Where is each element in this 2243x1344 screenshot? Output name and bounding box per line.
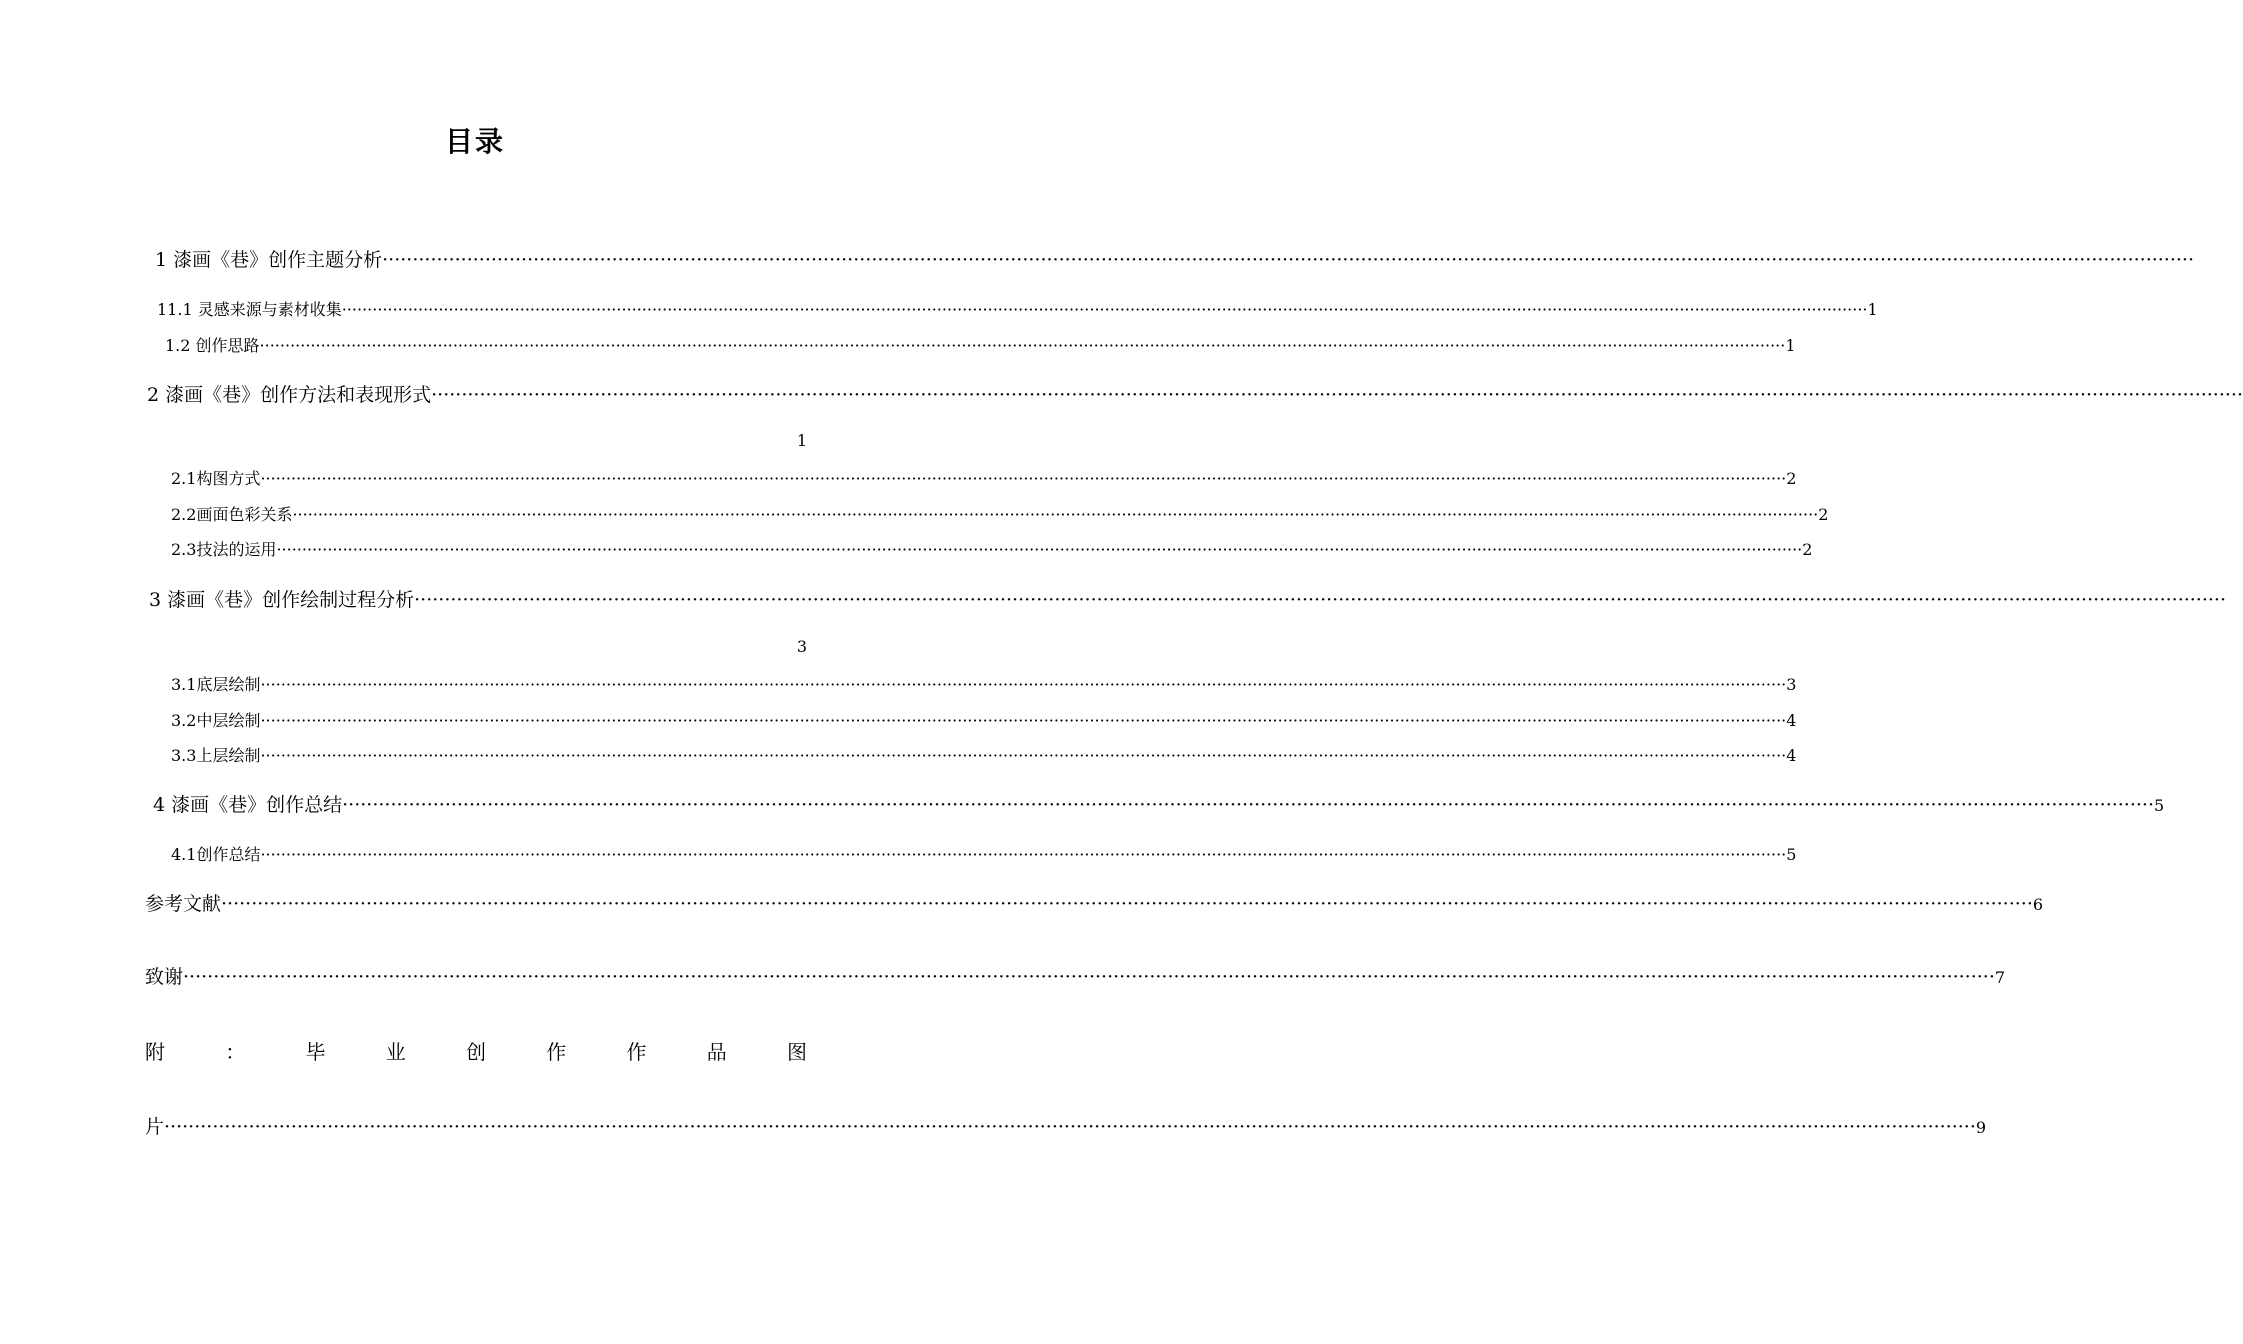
toc-entry-3-3[interactable] <box>171 743 1797 766</box>
toc-page-number: 1 <box>1867 300 1878 319</box>
toc-entry-label: 2.1构图方式 <box>171 469 261 488</box>
appendix-char: 业 <box>385 1040 406 1064</box>
leader-dots: ············································································································································································································································································································ <box>221 893 2033 915</box>
toc-page-number: 1 <box>796 431 807 450</box>
toc-page-number: 5 <box>2154 796 2165 815</box>
toc-page-number: 4 <box>1786 711 1797 730</box>
toc-entry-4[interactable] <box>153 790 2165 817</box>
toc-entry-acknowledgements[interactable] <box>145 962 2006 989</box>
appendix-char: ： <box>225 1040 246 1064</box>
toc-page-number: 4 <box>1786 746 1797 765</box>
toc-page-number: 7 <box>1994 968 2006 987</box>
toc-page-number: 2 <box>1802 540 1813 559</box>
toc-entry-3[interactable] <box>149 585 2227 612</box>
toc-entry-2-3[interactable] <box>171 537 1813 560</box>
toc-entry-appendix-line1[interactable] <box>145 1036 807 1065</box>
toc-entry-label: 3 漆画《巷》创作绘制过程分析 <box>149 589 415 611</box>
leader-dots: ············································································································································································································································································································ <box>292 505 1819 524</box>
toc-page-number: 2 <box>1818 505 1829 524</box>
toc-entry-label: 11.1 灵感来源与素材收集 <box>157 300 342 319</box>
toc-entry-label: 2.2画面色彩关系 <box>171 505 293 524</box>
leader-dots: ············································································································································································································································································································ <box>259 336 1786 355</box>
toc-entry-label: 3.2中层绘制 <box>171 711 261 730</box>
toc-entry-2[interactable] <box>147 380 2243 407</box>
leader-dots: ············································································································································································································································································································ <box>276 540 1803 559</box>
toc-entry-label: 致谢 <box>145 966 184 988</box>
leader-dots: ············································································································································································································································································································ <box>431 384 2243 406</box>
toc-entry-appendix-line2[interactable] <box>145 1112 1987 1139</box>
leader-dots: ············································································································································································································································································································ <box>260 711 1787 730</box>
toc-page-number: 1 <box>1785 336 1796 355</box>
appendix-char: 品 <box>706 1040 727 1064</box>
toc-page-number: 9 <box>1975 1118 1987 1137</box>
appendix-char: 附 <box>145 1040 165 1064</box>
toc-entry-4-1[interactable] <box>171 842 1797 865</box>
appendix-char: 创 <box>466 1040 486 1064</box>
toc-entry-label: 3.1底层绘制 <box>171 675 261 694</box>
toc-entry-2-1[interactable] <box>171 466 1797 489</box>
toc-entry-label: 参考文献 <box>145 893 222 915</box>
toc-entry-3-2[interactable] <box>171 708 1797 731</box>
appendix-char: 毕 <box>305 1040 326 1064</box>
toc-entry-1[interactable] <box>155 245 2195 272</box>
toc-entry-label: 3.3上层绘制 <box>171 746 261 765</box>
appendix-char: 图 <box>787 1040 807 1064</box>
toc-entry-label: 1 漆画《巷》创作主题分析 <box>155 249 383 271</box>
toc-entry-label: 2.3技法的运用 <box>171 540 277 559</box>
appendix-char: 作 <box>626 1040 647 1064</box>
toc-page-number: 5 <box>1786 845 1797 864</box>
leader-dots: ············································································································································································································································································································ <box>183 966 1995 988</box>
toc-entry-1-2[interactable] <box>165 333 1796 356</box>
toc-page-number: 6 <box>2032 895 2044 914</box>
leader-dots: ············································································································································································································································································································ <box>260 746 1787 765</box>
toc-entry-label: 4.1创作总结 <box>171 845 261 864</box>
leader-dots: ············································································································································································································································································································ <box>342 794 2155 816</box>
leader-dots: ············································································································································································································································································································ <box>341 300 1868 319</box>
toc-entry-label: 2 漆画《巷》创作方法和表现形式 <box>147 384 432 406</box>
toc-entry-label: 1.2 创作思路 <box>165 336 260 355</box>
toc-entry-label: 片 <box>145 1116 165 1138</box>
toc-entry-references[interactable] <box>145 889 2044 916</box>
leader-dots: ············································································································································································································································································································ <box>382 249 2195 271</box>
leader-dots: ············································································································································································································································································································ <box>164 1116 1976 1138</box>
appendix-char: 作 <box>546 1040 567 1064</box>
leader-dots: ············································································································································································································································································································ <box>260 469 1787 488</box>
leader-dots: ············································································································································································································································································································ <box>414 589 2227 611</box>
toc-entry-2-2[interactable] <box>171 502 1829 525</box>
toc-page-number: 3 <box>796 637 807 656</box>
toc-page-number: 2 <box>1786 469 1797 488</box>
toc-entry-1-1[interactable] <box>157 297 1878 320</box>
leader-dots: ············································································································································································································································································································ <box>260 845 1787 864</box>
leader-dots: ············································································································································································································································································································ <box>260 675 1787 694</box>
page-title: 目录 <box>444 125 505 158</box>
toc-entry-label: 4 漆画《巷》创作总结 <box>153 794 343 816</box>
toc-page-number: 3 <box>1786 675 1797 694</box>
toc-entry-3-1[interactable] <box>171 672 1797 695</box>
